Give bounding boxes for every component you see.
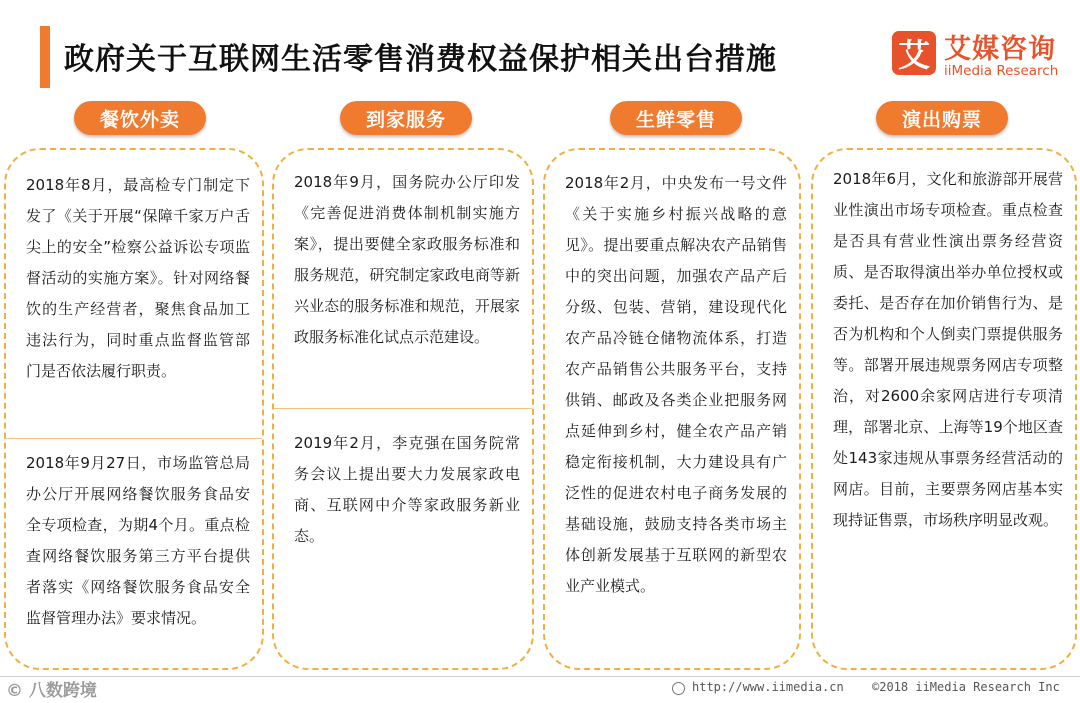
watermark: © 八数跨境 — [6, 681, 97, 701]
card-ticketing — [811, 148, 1077, 670]
logo-mark-icon: 艾 — [892, 31, 936, 75]
card-fresh-retail — [543, 148, 801, 670]
footer-divider — [0, 676, 1080, 677]
logo-english-name: iiMedia Research — [944, 63, 1059, 79]
page-title: 政府关于互联网生活零售消费权益保护相关出台措施 — [64, 42, 777, 77]
category-label-fresh-retail: 生鲜零售 — [610, 101, 742, 135]
footer-copyright: ©2018 iiMedia Research Inc — [872, 680, 1060, 694]
footer-url-link[interactable]: http://www.iimedia.cn — [692, 680, 844, 694]
card-food-delivery — [4, 148, 264, 670]
policy-text: 2018年6月，文化和旅游部开展营业性演出市场专项检查。重点检查是否具有营业性演出票务经营资质、是否取得演出举办单位授权或委托、是否存在加价销售行为、是否为机构和个人倒卖门票提供服务等。部署开展违规票务网店专项整治，对2600余家网店进行专项清理，部署北京、上海等19个地区查处143家违规从事票务经营活动的网店。目前，主要票务网店基本实现持证售票，市场秩序明显改观。 — [833, 170, 1063, 529]
title-accent-bar — [40, 26, 50, 88]
section-divider — [274, 408, 532, 409]
policy-text: 2018年9月27日，市场监管总局办公厅开展网络餐饮服务食品安全专项检查，为期4个月。重点检查网络餐饮服务第三方平台提供者落实《网络餐饮服务食品安全监督管理办法》要求情况。 — [26, 454, 250, 627]
logo-chinese-name: 艾媒咨询 — [944, 34, 1056, 65]
policy-text: 2018年2月，中央发布一号文件《关于实施乡村振兴战略的意见》。提出要重点解决农产品销售中的突出问题，加强农产品产后分级、包装、营销，建设现代化农产品冷链仓储物流体系，打造农产品销售公共服务平台，支持供销、邮政及各类企业把服务网点延伸到乡村，健全农产品产销稳定衔接机制，大力建设具有广泛性的促进农村电子商务发展的基础设施，鼓励支持各类市场主体创新发展基于互联网的新型农业产业模式。 — [565, 174, 787, 595]
card-home-services — [272, 148, 534, 670]
globe-icon — [672, 682, 685, 695]
category-label-food-delivery: 餐饮外卖 — [74, 101, 206, 135]
category-label-home-services: 到家服务 — [340, 101, 472, 135]
section-divider — [6, 438, 262, 439]
policy-text: 2019年2月，李克强在国务院常务会议上提出要大力发展家政电商、互联网中介等家政服务新业态。 — [294, 434, 520, 545]
category-label-ticketing: 演出购票 — [876, 101, 1008, 135]
policy-text: 2018年8月，最高检专门制定下发了《关于开展“保障千家万户舌尖上的安全”检察公益诉讼专项监督活动的实施方案》。针对网络餐饮的生产经营者，聚焦食品加工违法行为，同时重点监督监管部门是否依法履行职责。 — [26, 176, 250, 380]
policy-text: 2018年9月，国务院办公厅印发《完善促进消费体制机制实施方案》，提出要健全家政服务标准和服务规范，研究制定家政电商等新兴业态的服务标准和规范，开展家政服务标准化试点示范建设。 — [294, 173, 520, 346]
